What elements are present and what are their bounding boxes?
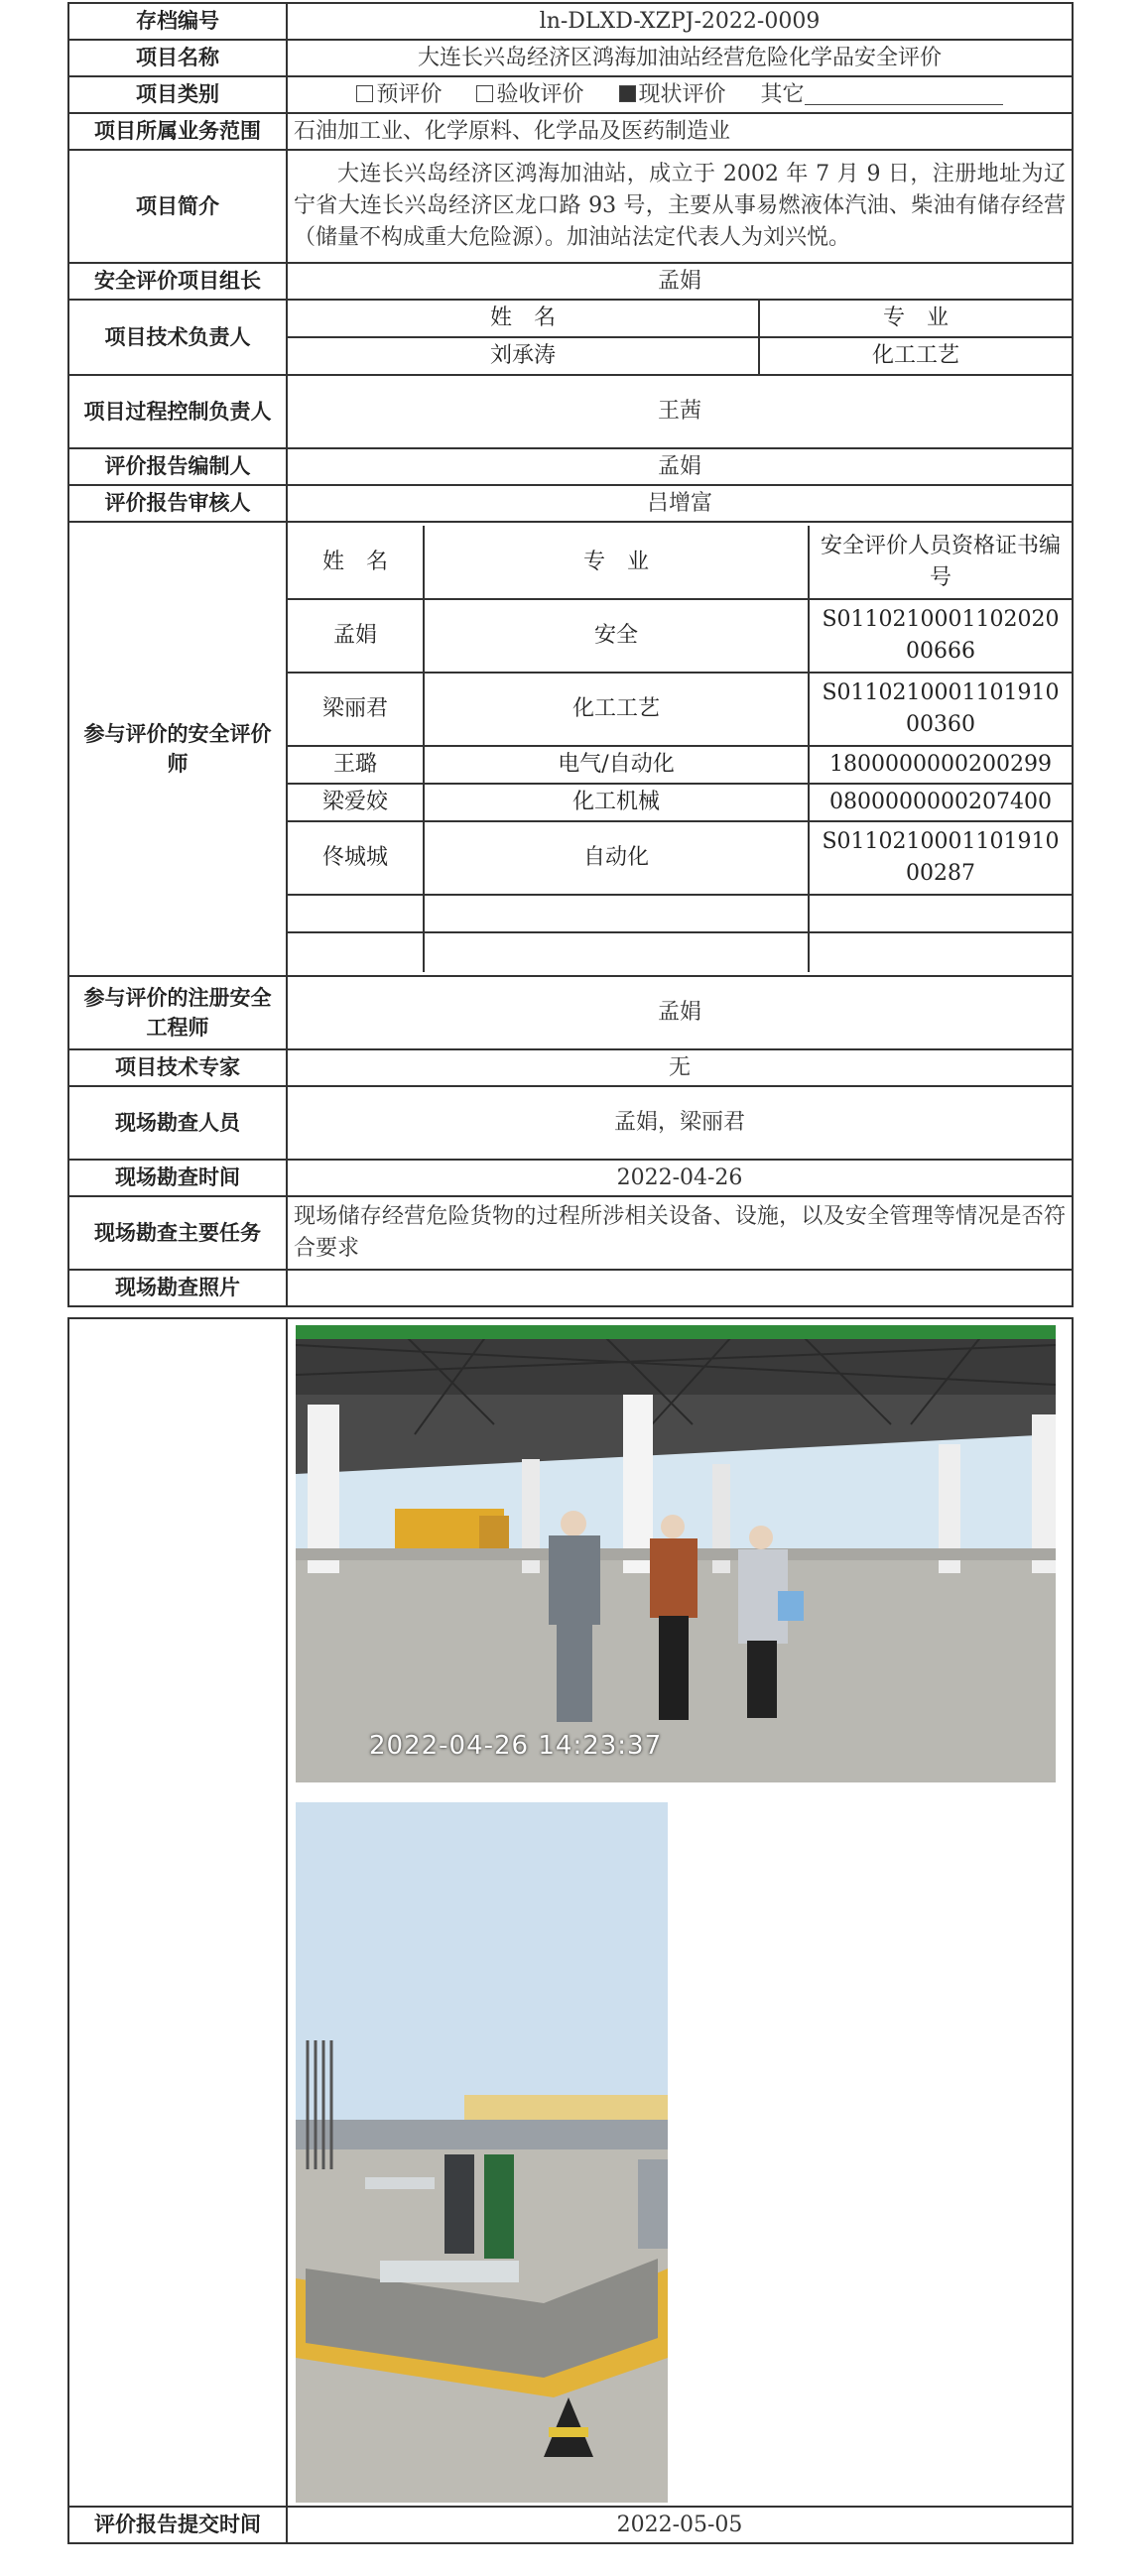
archive-value: ln-DLXD-XZPJ-2022-0009: [287, 3, 1073, 40]
gas-station-photo: [296, 1325, 1056, 1782]
category-option-pre: 预评价: [356, 79, 442, 111]
process-value: 王茜: [287, 375, 1073, 448]
assessors-major-header: 专 业: [424, 526, 809, 599]
assessor-cert: [809, 932, 1072, 972]
photo-table: [67, 1317, 1074, 2544]
survey-people-label: 现场勘查人员: [68, 1086, 287, 1160]
tech-lead-cell: [287, 300, 1073, 375]
evaluation-info-sheet: [67, 2, 1072, 2544]
assessor-cert: S011021000110191000287: [809, 821, 1072, 895]
reviewer-label: 评价报告审核人: [68, 485, 287, 522]
assessor-name: 孟娟: [288, 599, 424, 673]
assessor-row-empty: [288, 895, 1072, 932]
assessor-cert: S011021000110202000666: [809, 599, 1072, 673]
assessor-name: 佟城城: [288, 821, 424, 895]
assessor-row: [288, 821, 1072, 895]
project-name-label: 项目名称: [68, 40, 287, 76]
compiler-value: 孟娟: [287, 448, 1073, 485]
category-option-current: 现状评价: [619, 79, 726, 111]
scope-value: 石油加工业、化学原料、化学品及医药制造业: [287, 113, 1073, 150]
photos-label: 现场勘查照片: [68, 1270, 287, 1306]
assessors-label: 参与评价的安全评价师: [68, 522, 287, 976]
intro-label: 项目简介: [68, 150, 287, 263]
assessor-name: 梁爱姣: [288, 784, 424, 821]
expert-value: 无: [287, 1049, 1073, 1086]
assessor-name: [288, 932, 424, 972]
assessor-row-empty: [288, 932, 1072, 972]
site-photo-tank-area: [296, 1802, 668, 2503]
info-table: [67, 2, 1074, 1307]
project-name-value: 大连长兴岛经济区鸿海加油站经营危险化学品安全评价: [287, 40, 1073, 76]
assessor-row: [288, 746, 1072, 784]
reviewer-value: 吕增富: [287, 485, 1073, 522]
engineer-label: 参与评价的注册安全工程师: [68, 976, 287, 1049]
assessor-major: 电气/自动化: [424, 746, 809, 784]
tech-lead-name: 刘承涛: [288, 337, 759, 374]
assessor-row: [288, 599, 1072, 673]
photo-left-blank: [68, 1318, 287, 2507]
people-group: [549, 1511, 804, 1722]
tech-lead-label: 项目技术负责人: [68, 300, 287, 375]
survey-task-value: 现场储存经营危险货物的过程所涉相关设备、设施，以及安全管理等情况是否符合要求: [287, 1196, 1073, 1270]
assessor-cert: 1800000000200299: [809, 746, 1072, 784]
photo-cell: [287, 1318, 1073, 2507]
assessors-cell: [287, 522, 1073, 976]
assessor-major: 自动化: [424, 821, 809, 895]
scope-label: 项目所属业务范围: [68, 113, 287, 150]
checkbox-unchecked-icon: [476, 85, 493, 102]
survey-time-value: 2022-04-26: [287, 1160, 1073, 1196]
compiler-label: 评价报告编制人: [68, 448, 287, 485]
tech-lead-name-header: 姓 名: [288, 301, 759, 337]
assessor-major: [424, 895, 809, 932]
assessor-name: 王璐: [288, 746, 424, 784]
submit-value: 2022-05-05: [287, 2507, 1073, 2543]
tank-area-photo: [296, 1802, 668, 2503]
site-photo-station: [296, 1325, 1056, 1782]
assessors-cert-header: 安全评价人员资格证书编号: [809, 526, 1072, 599]
category-option-acceptance: 验收评价: [476, 79, 583, 111]
leader-label: 安全评价项目组长: [68, 263, 287, 300]
intro-value: 大连长兴岛经济区鸿海加油站，成立于 2002 年 7 月 9 日，注册地址为辽宁省大连长兴岛经济区龙口路 93 号，主要从事易燃液体汽油、柴油有储存经营（储量不构成重大危险源）。加油站法定代表人为刘兴悦。: [287, 150, 1073, 263]
table-gap: [67, 1307, 1072, 1317]
checkbox-checked-icon: [619, 85, 636, 102]
leader-value: 孟娟: [287, 263, 1073, 300]
survey-task-label: 现场勘查主要任务: [68, 1196, 287, 1270]
process-label: 项目过程控制负责人: [68, 375, 287, 448]
survey-people-value: 孟娟，梁丽君: [287, 1086, 1073, 1160]
survey-time-label: 现场勘查时间: [68, 1160, 287, 1196]
assessor-major: 化工工艺: [424, 673, 809, 746]
other-underline: [805, 84, 1003, 105]
assessors-subtable: [288, 526, 1072, 972]
tech-lead-major: 化工工艺: [759, 337, 1072, 374]
tech-lead-major-header: 专 业: [759, 301, 1072, 337]
assessor-cert: [809, 895, 1072, 932]
assessor-cert: S011021000110191000360: [809, 673, 1072, 746]
assessor-name: [288, 895, 424, 932]
category-options: [287, 76, 1073, 113]
assessor-name: 梁丽君: [288, 673, 424, 746]
category-option-other: 其它: [760, 81, 805, 107]
assessor-row: [288, 673, 1072, 746]
assessor-major: 安全: [424, 599, 809, 673]
photos-empty-cell: [287, 1270, 1073, 1306]
engineer-value: 孟娟: [287, 976, 1073, 1049]
assessors-name-header: 姓 名: [288, 526, 424, 599]
assessor-cert: 0800000000207400: [809, 784, 1072, 821]
submit-label: 评价报告提交时间: [68, 2507, 287, 2543]
checkbox-unchecked-icon: [356, 85, 373, 102]
assessor-major: 化工机械: [424, 784, 809, 821]
photo-timestamp: 2022-04-26 14:23:37: [369, 1731, 663, 1761]
expert-label: 项目技术专家: [68, 1049, 287, 1086]
assessor-row: [288, 784, 1072, 821]
category-label: 项目类别: [68, 76, 287, 113]
tech-lead-subtable: [288, 301, 1072, 374]
assessor-major: [424, 932, 809, 972]
archive-label: 存档编号: [68, 3, 287, 40]
